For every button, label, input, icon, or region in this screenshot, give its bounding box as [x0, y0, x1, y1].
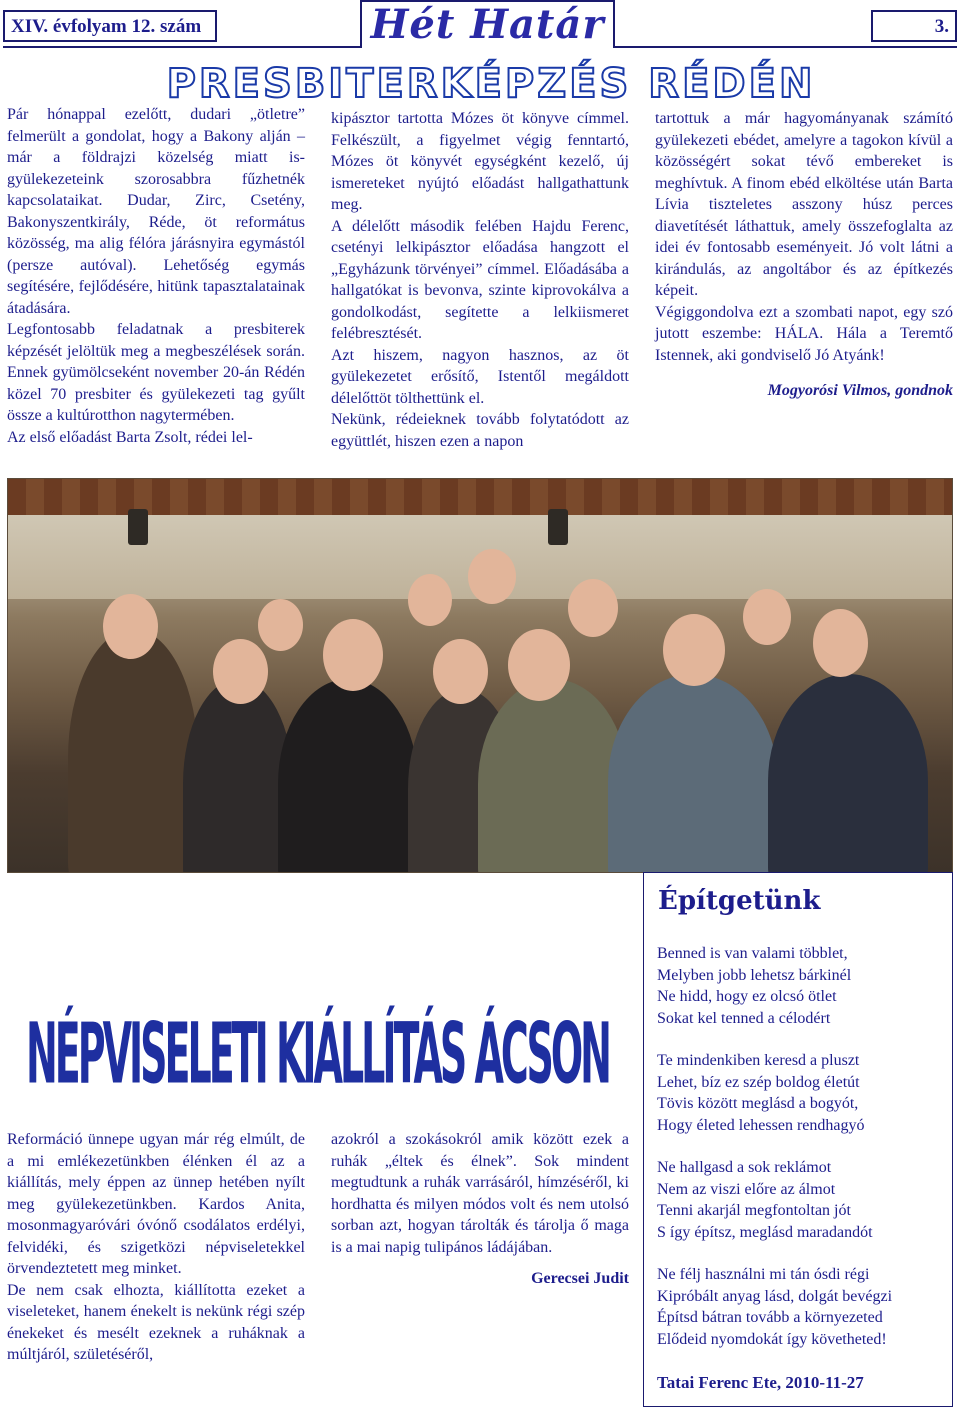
- person: [768, 674, 928, 873]
- poem-line: Lehet, bíz ez szép boldog életút: [657, 1073, 860, 1091]
- poem-line: Nem az viszi előre az álmot: [657, 1180, 836, 1198]
- face: [323, 619, 383, 691]
- article1-column-2: [331, 108, 629, 452]
- poem-line: Ne hallgasd a sok reklámot: [657, 1159, 832, 1176]
- paragraph: Azt hiszem, nagyon hasznos, az öt gyülekezetet erősítő, Istentől megáldott délelőttöt tölthettünk el.: [331, 346, 629, 407]
- paragraph: Az első előadást Barta Zsolt, rédei lel-: [7, 428, 253, 446]
- article1-column-1: [7, 104, 305, 448]
- article2-signature: Gerecsei Judit: [531, 1270, 629, 1287]
- face: [408, 574, 452, 626]
- face: [568, 579, 618, 637]
- paragraph: azokról a szokásokról amik között ezek a ruhák „éltek és élnek”. Sok mindent megtudtunk a ruhák varrásáról, hímzéséről, ki hordhatta és milyen módos volt és nem utolsó sorban azt, hogyan tárolták és tárolja ő maga is a mai napig tulipános ládájában.: [331, 1131, 629, 1256]
- article1-signature: Mogyorósi Vilmos, gondnok: [767, 382, 953, 399]
- paragraph: Végiggondolva ezt a szombati napot, egy szó jutott eszembe: HÁLA. Hála a Teremtő Istennek, aki gondviselő Jó Atyánk!: [655, 303, 953, 364]
- poem-stanza: [657, 943, 947, 1029]
- paragraph: kipásztor tartotta Mózes öt könyve címmel. Felkészült, a figyelmet végig fenntartó, Mózes öt könyvét egységként kezelő, új ismereteket nyújtó előadást hallgathattunk meg.: [331, 110, 629, 213]
- paragraph: Pár hónappal ezelőtt, dudari „ötletre” felmerült a gondolat, hogy a Bakony alján –már a földrajzi közelség miatt is- gyülekezeteink szorosabbra fűzhetnék kapcsolataikat. Dudar, Zirc, Csetény, Bakonyszentkirály, Réde, öt református közösség, ma alig félóra járásnyira egymástól (persze autóval). Lehetőség egymás segítésére, fejlődésére, hitünk tapasztalatainak átadására.: [7, 106, 305, 317]
- poem-title: Építgetünk: [658, 886, 821, 916]
- poem-line: Kipróbált anyag lásd, dolgát bevégzi: [657, 1287, 893, 1305]
- group-photo: [7, 478, 953, 873]
- masthead-title: Hét Határ: [360, 0, 615, 48]
- paragraph: De nem csak elhozta, kiállította ezeket a viseleteket, hanem énekelt is nekünk régi szép énekeket és mesélt ezeknek a ruháknak a múltjáról, születéséről,: [7, 1281, 305, 1363]
- face: [468, 549, 516, 604]
- face: [663, 614, 725, 686]
- face: [813, 609, 868, 677]
- lamp-icon: [128, 509, 148, 545]
- article-title-presbiterkepzes: PRESBITERKÉPZÉS RÉDÉN: [166, 61, 816, 107]
- poem-line: S így építsz, meglásd maradandót: [657, 1223, 873, 1241]
- poem-line: Sokat kel tenned a célodért: [657, 1009, 831, 1027]
- poem-stanza: [657, 1264, 947, 1350]
- poem-line: Ne félj használni mi tán ósdi régi: [657, 1266, 870, 1283]
- face: [433, 639, 488, 704]
- article1-column-3: [655, 108, 953, 402]
- poem-line: Ne hidd, hogy ez olcsó ötlet: [657, 988, 837, 1005]
- face: [258, 599, 303, 651]
- face: [743, 589, 791, 645]
- poem-line: Te mindenkiben keresd a pluszt: [657, 1052, 860, 1069]
- poem-line: Építsd bátran tovább a környezeted: [657, 1309, 883, 1326]
- person: [183, 679, 293, 873]
- photo-roof: [8, 479, 952, 515]
- face: [508, 629, 570, 701]
- paragraph: tartottuk a már hagyományanak számító gyülekezeti ebédet, amelyre a tagokon kívül a közösségért sokat tévő embereket is meghívtuk. A finom ebéd elköltése után Barta Lívia tiszteletes asszony húsz perces diavetítését láthattuk, amely összefoglalta az idei év fontosabb eseményeit. Jó volt látni a kirándulás, az angoltábor és az építkezés képeit.: [655, 110, 953, 299]
- poem-line: Tövis között meglásd a bogyót,: [657, 1095, 859, 1112]
- paragraph: A délelőtt második felében Hajdu Ferenc, csetényi lelkipásztor előadása hangzott el „Egyházunk törvényei” címmel. Előadásába a hallgatókat is bevonva, szinte kiprovokálva a gondolkodást, segítette a lelkiismeret felébresztését.: [331, 217, 629, 342]
- volume-label: XIV. évfolyam 12. szám: [3, 10, 217, 42]
- paragraph: Nekünk, rédeieknek tovább folytatódott az együttlét, hiszen ezen a napon: [331, 411, 629, 450]
- poem-line: Hogy életed lehessen rendhagyó: [657, 1116, 865, 1134]
- face: [103, 594, 158, 659]
- person: [478, 679, 628, 873]
- poem-stanza: [657, 1157, 947, 1243]
- poem-line: Tenni akarjál megfontoltan jót: [657, 1202, 851, 1219]
- article2-column-1: [7, 1129, 305, 1366]
- poem-text: [657, 943, 947, 1371]
- poem-line: Melyben jobb lehetsz bárkinél: [657, 966, 852, 984]
- poem-signature: Tatai Ferenc Ete, 2010-11-27: [657, 1373, 864, 1392]
- poem-stanza: [657, 1050, 947, 1136]
- poem-line: Elődeid nyomdokát így követheted!: [657, 1330, 887, 1348]
- person: [68, 629, 198, 873]
- article2-column-2: [331, 1129, 629, 1290]
- poem-line: Benned is van valami többlet,: [657, 945, 848, 962]
- paragraph: Legfontosabb feladatnak a presbiterek képzését jelöltük meg a megbeszélések során. Ennek gyümölcseként november 20-án Rédén közel 70 presbiter és gyülekezeti tag gyűlt össze a kultúrotthon nagytermében.: [7, 321, 305, 424]
- person: [608, 674, 778, 873]
- page-number: 3.: [871, 10, 957, 42]
- lamp-icon: [548, 509, 568, 545]
- person: [278, 679, 418, 873]
- face: [213, 639, 268, 704]
- paragraph: Reformáció ünnepe ugyan már rég elmúlt, de a mi emlékezetünkben élénken él az a kiállítás, mely éppen az ünnep hetében nyílt meg gyülekezetünkben. Kardos Anita, mosonmagyaróvári óvónő csodálatos erdélyi, felvidéki, és szigetközi népviseletekkel örvendeztetett meg minket.: [7, 1131, 305, 1277]
- article-title-nepviseleti: NÉPVISELETI KIÁLLÍTÁS ÁCSON: [26, 1005, 609, 1103]
